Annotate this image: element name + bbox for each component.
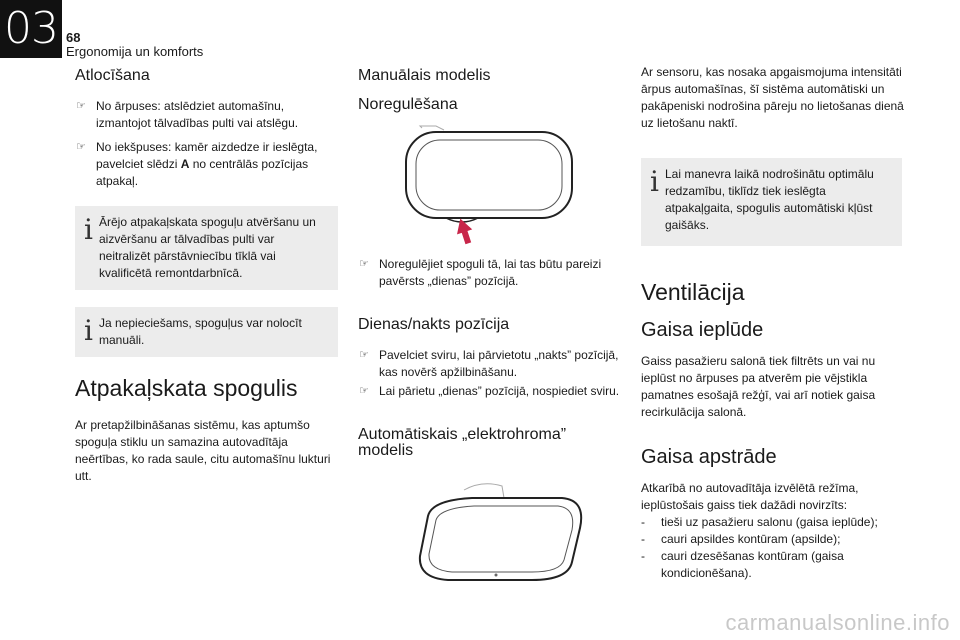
pointing-hand-icon: ☞: [76, 100, 86, 112]
pointing-hand-icon: ☞: [359, 385, 369, 397]
heading-unfolding: Atlocīšana: [75, 67, 150, 84]
sensor-description: Ar sensoru, kas nosaka apgaismojuma intensitāti ārpus automašīnas, šī sistēma automātiski un pakāpeniski nodrošina pāreju no lietošanas dienā uz lietošanu naktī.: [641, 65, 904, 130]
note-reverse-gear: i Lai manevra laikā nodrošinātu optimālu redzamību, tiklīdz tiek ieslēgta atpakaļgaita, spogulis automātiski kļūst gaišāks.: [641, 158, 902, 246]
air-intake-description: Gaiss pasažieru salonā tiek filtrēts un vai nu ieplūst no ārpuses pa atverēm pie vējstikla pamatnes esošajā režģī, vai arī notiek gaisa recirkulācija salonā.: [641, 354, 876, 419]
heading-ventilation: Ventilācija: [641, 279, 745, 305]
page-number: 68: [66, 30, 81, 45]
pointing-hand-icon: ☞: [359, 349, 369, 361]
heading-manual-model: Manuālais modelis: [358, 67, 491, 84]
info-icon: i: [84, 314, 93, 347]
list-item: - tieši uz pasažieru salonu (gaisa ieplūde);: [641, 515, 878, 529]
heading-air-processing: Gaisa apstrāde: [641, 446, 777, 468]
heading-adjustment: Noregulēšana: [358, 96, 458, 113]
note-manual-fold: i Ja nepieciešams, spoguļus var nolocīt manuāli.: [75, 307, 338, 357]
chapter-number: 03: [0, 0, 62, 58]
bullet-outside: ☞ No ārpuses: atslēdziet automašīnu, izmantojot tālvadības pulti vai atslēgu.: [76, 99, 299, 130]
column-right: [641, 64, 906, 582]
column-middle: [358, 64, 623, 115]
heading-air-intake: Gaisa ieplūde: [641, 319, 764, 341]
info-icon: i: [650, 165, 659, 198]
list-item: - cauri apsildes kontūram (apsilde);: [641, 532, 841, 546]
section-title: Ergonomija un komforts: [66, 44, 204, 59]
pointing-hand-icon: ☞: [359, 258, 369, 270]
watermark: carmanualsonline.info: [725, 610, 950, 635]
info-icon: i: [84, 213, 93, 246]
column-left: [75, 64, 340, 485]
note-remote-fold: i Ārējo atpakaļskata spoguļu atvēršanu un aizvēršanu ar tālvadības pulti var neitralizēt pārstāvniecību tīklā vai kvalificētā remontdarbnīcā.: [75, 206, 338, 290]
manual-mirror-illustration: [392, 122, 582, 247]
bullet-adjust: ☞ Noregulējiet spoguli tā, lai tas būtu pareizi pavērsts „dienas” pozīcijā.: [359, 257, 602, 288]
heading-electrochrome: Automātiskais „elektrohroma” modelis: [358, 426, 567, 459]
electrochrome-mirror-illustration: [412, 476, 592, 586]
rearview-mirror-description: Ar pretapžilbināšanas sistēmu, kas aptumšo spoguļa stiklu un samazina autovadītāja neērtības, ko rada saule, citu automašīnu lukturi utt.: [75, 418, 331, 483]
bullet-day: ☞ Lai pārietu „dienas” pozīcijā, nospiediet sviru.: [359, 384, 620, 398]
column-middle-lower: [358, 256, 623, 459]
bullet-night: ☞ Pavelciet sviru, lai pārvietotu „nakts” pozīcijā, kas novērš apžilbināšanu.: [359, 348, 619, 379]
bullet-inside: ☞ No iekšpuses: kamēr aizdedze ir ieslēgta, pavelciet slēdzi A no centrālās pozīcijas atpakaļ.: [76, 140, 318, 188]
heading-day-night: Dienas/nakts pozīcija: [358, 316, 510, 333]
pointing-hand-icon: ☞: [76, 141, 86, 153]
list-item: - cauri dzesēšanas kontūram (gaisa kondicionēšana).: [641, 549, 844, 580]
heading-rearview-mirror: Atpakaļskata spogulis: [75, 375, 298, 401]
air-processing-intro: Atkarībā no autovadītāja izvēlētā režīma, ieplūstošais gaiss tiek dažādi novirzīts:: [641, 481, 859, 512]
